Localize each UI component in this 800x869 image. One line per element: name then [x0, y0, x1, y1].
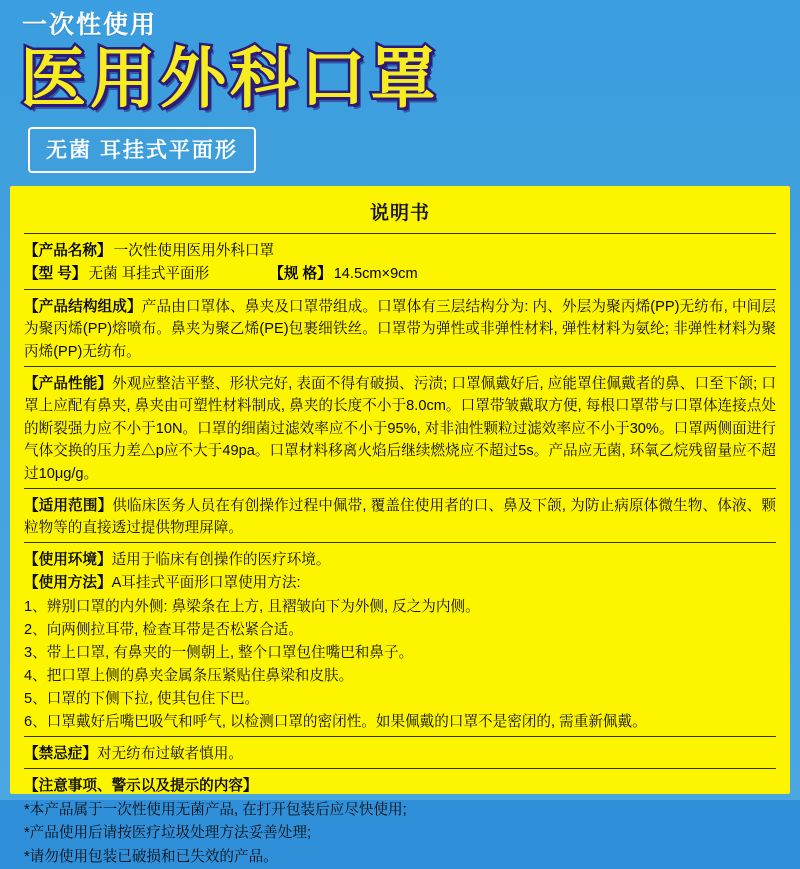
- notice-list: [24, 799, 776, 869]
- environment-section: [24, 549, 776, 572]
- structure-value: 产品由口罩体、鼻夹及口罩带组成。口罩体有三层结构分为: 内、外层为聚丙烯(PP)无纺布, 中间层为聚丙烯(PP)熔喷布。鼻夹为聚乙烯(PE)包裹细铁丝。口罩带为弹性或非弹性材料, 弹性材料为氨纶; 非弹性材料为聚丙烯(PP)无纺布。: [24, 299, 776, 360]
- structure-label: 【产品结构组成】: [24, 299, 142, 315]
- product-name-row: [24, 240, 776, 263]
- performance-value: 外观应整洁平整、形状完好, 表面不得有破损、污渍; 口罩佩戴好后, 应能罩住佩戴者的鼻、口至下颌; 口罩上应配有鼻夹, 鼻夹由可塑性材料制成, 鼻夹的长度不小于8.0cm。口罩带皱戴取方便, 每根口罩带与口罩体连接点处的断裂强力应不小于10N。口罩的细菌过滤效率应不小于95%, 对非油性颗粒过滤效率应不小于30%。口罩两侧面进行气体交换的压力差△p应不大于49pa。口罩材料移离火焰后继续燃烧应不超过5s。产品应无菌, 环氧乙烷残留量应不超过10μg/g。: [24, 376, 776, 482]
- header-subtitle-badge: 无菌 耳挂式平面形: [28, 127, 256, 173]
- list-item: 3、带上口罩, 有鼻夹的一侧朝上, 整个口罩包住嘴巴和鼻子。: [24, 642, 776, 665]
- divider: [24, 488, 776, 489]
- product-name-label: 【产品名称】: [24, 240, 112, 263]
- model-label: 【型 号】: [24, 263, 86, 286]
- environment-label: 【使用环境】: [24, 552, 112, 568]
- list-item: 4、把口罩上侧的鼻夹金属条压紧贴住鼻梁和皮肤。: [24, 665, 776, 688]
- divider: [24, 366, 776, 367]
- list-item: 2、向两侧拉耳带, 检查耳带是否松紧合适。: [24, 619, 776, 642]
- product-name-value: 一次性使用医用外科口罩: [114, 240, 275, 263]
- list-item: *产品使用后请按医疗垃圾处理方法妥善处理;: [24, 822, 776, 846]
- divider: [24, 768, 776, 769]
- list-item: 6、口罩戴好后嘴巴吸气和呼气, 以检测口罩的密闭性。如果佩戴的口罩不是密闭的, 需重新佩戴。: [24, 711, 776, 734]
- header: [0, 0, 800, 173]
- contraindication-value: 对无纺布过敏者慎用。: [97, 746, 243, 762]
- list-item: *本产品属于一次性使用无菌产品, 在打开包装后应尽快使用;: [24, 799, 776, 823]
- divider: [24, 233, 776, 234]
- usage-value: A耳挂式平面形口罩使用方法:: [112, 575, 301, 591]
- spec-label: 【规 格】: [269, 263, 331, 286]
- contraindication-label: 【禁忌症】: [24, 746, 97, 762]
- page-title: 医用外科口罩: [20, 44, 440, 113]
- notice-label: 【注意事项、警示以及提示的内容】: [24, 778, 258, 794]
- notice-section: [24, 775, 776, 798]
- usage-section: [24, 572, 776, 595]
- scope-section: [24, 495, 776, 540]
- divider: [24, 542, 776, 543]
- list-item: *请勿使用包装已破损和已失效的产品。: [24, 846, 776, 869]
- model-value: 无菌 耳挂式平面形: [88, 263, 209, 286]
- usage-label: 【使用方法】: [24, 575, 112, 591]
- spec-value: 14.5cm×9cm: [334, 263, 418, 286]
- header-title-wrap: [20, 44, 782, 113]
- performance-section: [24, 373, 776, 486]
- performance-label: 【产品性能】: [24, 376, 112, 392]
- model-spec-row: [24, 263, 776, 286]
- usage-steps-list: [24, 596, 776, 734]
- list-item: 5、口罩的下侧下拉, 使其包住下巴。: [24, 688, 776, 711]
- header-eyebrow: 一次性使用: [22, 12, 782, 40]
- contraindication-section: [24, 743, 776, 766]
- list-item: 1、辨别口罩的内外侧: 鼻梁条在上方, 且褶皱向下为外侧, 反之为内侧。: [24, 596, 776, 619]
- scope-label: 【适用范围】: [24, 498, 112, 514]
- environment-value: 适用于临床有创操作的医疗环境。: [112, 552, 331, 568]
- scope-value: 供临床医务人员在有创操作过程中佩带, 覆盖住使用者的口、鼻及下颌, 为防止病原体微生物、体液、颗粒物等的直接透过提供物理屏障。: [24, 498, 776, 537]
- structure-section: [24, 296, 776, 364]
- divider: [24, 289, 776, 290]
- instruction-sheet: [10, 186, 790, 794]
- doc-title: 说明书: [24, 198, 776, 225]
- divider: [24, 736, 776, 737]
